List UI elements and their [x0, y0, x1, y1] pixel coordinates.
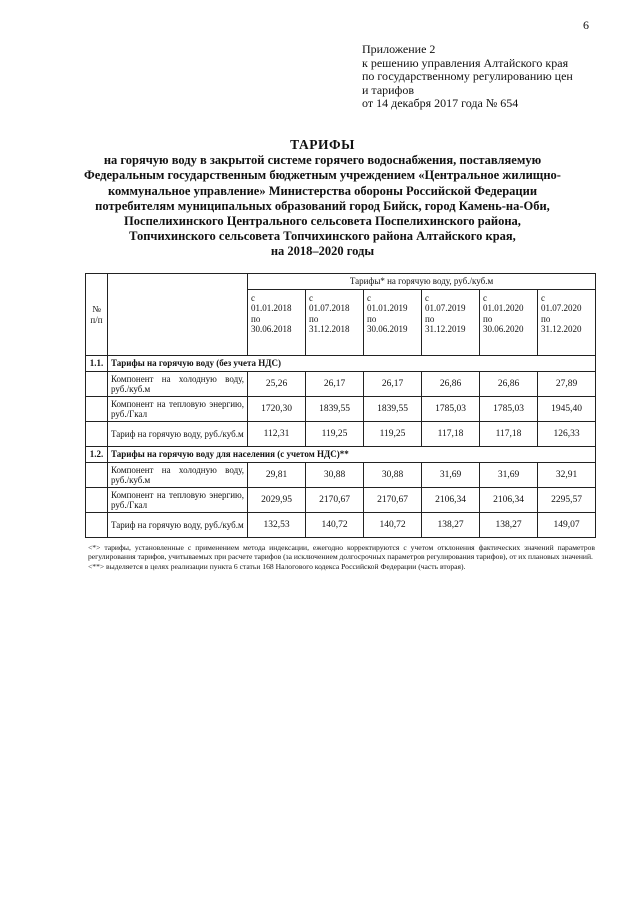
tariff-header: Тарифы* на горячую воду, руб./куб.м: [248, 274, 596, 290]
tariff-value: 2106,34: [422, 488, 480, 513]
period-line: 01.01.2020: [483, 303, 524, 314]
period-line: 30.06.2018: [251, 324, 292, 335]
period-header: [480, 290, 538, 356]
tariff-value: 26,86: [422, 372, 480, 397]
tariff-value: 26,86: [480, 372, 538, 397]
appendix-line: Приложение 2: [362, 42, 436, 56]
appendix-line: по государственному регулированию цен: [362, 69, 573, 84]
period-line: с: [425, 293, 429, 303]
appendix-block: [362, 43, 573, 111]
period-line: 30.06.2020: [483, 324, 524, 335]
tariff-value: 112,31: [248, 422, 306, 447]
title-line: Топчихинского сельсовета Топчихинского района Алтайского края,: [129, 229, 516, 244]
tariff-value: 26,17: [364, 372, 422, 397]
tariff-value: 117,18: [480, 422, 538, 447]
period-line: 01.01.2019: [367, 303, 408, 314]
footnote: <**> выделяется в целях реализации пункта 6 статьи 168 Налогового кодекса Российской Федерации (часть вторая).: [88, 561, 466, 571]
period-header: [248, 290, 306, 356]
row-number-cell: [86, 422, 108, 447]
tariff-value: 119,25: [306, 422, 364, 447]
tariff-value: 1945,40: [538, 397, 596, 422]
period-header: [306, 290, 364, 356]
period-line: 01.07.2018: [309, 303, 350, 314]
title-line: Федеральным государственным бюджетным учреждением «Центральное жилищно-: [84, 168, 561, 183]
tariff-value: 1785,03: [422, 397, 480, 422]
table-row: [86, 397, 596, 422]
title-heading: ТАРИФЫ: [290, 137, 355, 152]
tariff-value: 1720,30: [248, 397, 306, 422]
section-title: Тарифы на горячую воду (без учета НДС): [108, 356, 596, 372]
table-row: [86, 513, 596, 538]
period-line: 31.12.2019: [425, 324, 466, 335]
page-number: 6: [583, 18, 589, 32]
period-line: 31.12.2018: [309, 324, 350, 335]
tariffs-table: [85, 273, 596, 538]
period-line: по: [309, 313, 319, 324]
period-header: [364, 290, 422, 356]
row-name: Компонент на холодную воду, руб./куб.м: [108, 372, 248, 397]
table-row: [86, 488, 596, 513]
section-row: [86, 447, 596, 463]
row-number-cell: [86, 372, 108, 397]
period-line: с: [541, 293, 545, 303]
tariff-value: 138,27: [480, 513, 538, 538]
tariff-value: 1785,03: [480, 397, 538, 422]
appendix-line: к решению управления Алтайского края: [362, 55, 569, 70]
tariff-value: 25,26: [248, 372, 306, 397]
tariff-value: 2170,67: [306, 488, 364, 513]
title-line: коммунальное управление» Министерства обороны Российской Федерации: [107, 183, 538, 198]
tariff-value: 140,72: [364, 513, 422, 538]
tariff-value: 30,88: [306, 463, 364, 488]
table-row: [86, 422, 596, 447]
period-line: с: [483, 293, 487, 303]
row-number-cell: [86, 397, 108, 422]
period-line: по: [483, 313, 493, 324]
row-number-cell: [86, 488, 108, 513]
title-line: на 2018–2020 годы: [270, 244, 375, 259]
period-header: [422, 290, 480, 356]
row-number-cell: [86, 513, 108, 538]
tariff-value: 138,27: [422, 513, 480, 538]
tariff-value: 1839,55: [364, 397, 422, 422]
row-name: Компонент на тепловую энергию, руб./Гкал: [108, 488, 248, 513]
tariff-value: 117,18: [422, 422, 480, 447]
tariff-value: 140,72: [306, 513, 364, 538]
period-line: 31.12.2020: [541, 324, 582, 335]
period-line: по: [251, 313, 261, 324]
tariff-value: 2106,34: [480, 488, 538, 513]
tariff-value: 27,89: [538, 372, 596, 397]
table-row: [86, 372, 596, 397]
period-line: 01.07.2019: [425, 303, 466, 314]
row-name: Компонент на тепловую энергию, руб./Гкал: [108, 397, 248, 422]
period-line: 30.06.2019: [367, 324, 408, 335]
appendix-line: от 14 декабря 2017 года № 654: [362, 96, 519, 111]
title-line: потребителям муниципальных образований город Бийск, город Камень-на-Оби,: [95, 198, 550, 213]
col-name-header: [108, 274, 248, 356]
tariff-value: 2170,67: [364, 488, 422, 513]
tariff-value: 29,81: [248, 463, 306, 488]
period-line: по: [367, 313, 377, 324]
tariff-value: 132,53: [248, 513, 306, 538]
period-line: по: [425, 313, 435, 324]
tariff-value: 119,25: [364, 422, 422, 447]
document-title: [70, 137, 575, 260]
row-name: Тариф на горячую воду, руб./куб.м: [108, 422, 248, 447]
tariff-value: 30,88: [364, 463, 422, 488]
appendix-line: и тарифов: [362, 82, 415, 97]
period-line: с: [367, 293, 371, 303]
tariff-value: 32,91: [538, 463, 596, 488]
section-title: Тарифы на горячую воду для населения (с учетом НДС)**: [108, 447, 596, 463]
tariff-value: 2295,57: [538, 488, 596, 513]
table-row: [86, 463, 596, 488]
tariff-value: 31,69: [480, 463, 538, 488]
period-line: по: [541, 313, 551, 324]
section-row: [86, 356, 596, 372]
footnote: <*> тарифы, установленные с применением метода индексации, ежегодно корректируются с учетом отклонения фактических значений параметров регулирования тарифов, учитываемых при расчете тарифов (за исключением долгосрочных параметров регулирования тарифов), от их плановых значений.: [88, 543, 595, 562]
period-line: с: [251, 293, 255, 303]
tariff-value: 2029,95: [248, 488, 306, 513]
footnotes: [88, 543, 595, 571]
row-number-cell: [86, 463, 108, 488]
title-line: на горячую воду в закрытой системе горячего водоснабжения, поставляемую: [103, 153, 542, 168]
tariff-value: 126,33: [538, 422, 596, 447]
period-header: [538, 290, 596, 356]
row-name: Тариф на горячую воду, руб./куб.м: [108, 513, 248, 538]
section-number: 1.2.: [86, 447, 108, 463]
section-number: 1.1.: [86, 356, 108, 372]
col-num-header: № п/п: [86, 274, 108, 356]
tariff-value: 26,17: [306, 372, 364, 397]
tariff-value: 1839,55: [306, 397, 364, 422]
title-line: Поспелихинского Центрального сельсовета Поспелихинского района,: [124, 214, 521, 229]
row-name: Компонент на холодную воду, руб./куб.м: [108, 463, 248, 488]
tariff-value: 149,07: [538, 513, 596, 538]
tariff-value: 31,69: [422, 463, 480, 488]
period-line: с: [309, 293, 313, 303]
period-line: 01.07.2020: [541, 303, 582, 314]
period-line: 01.01.2018: [251, 303, 292, 314]
